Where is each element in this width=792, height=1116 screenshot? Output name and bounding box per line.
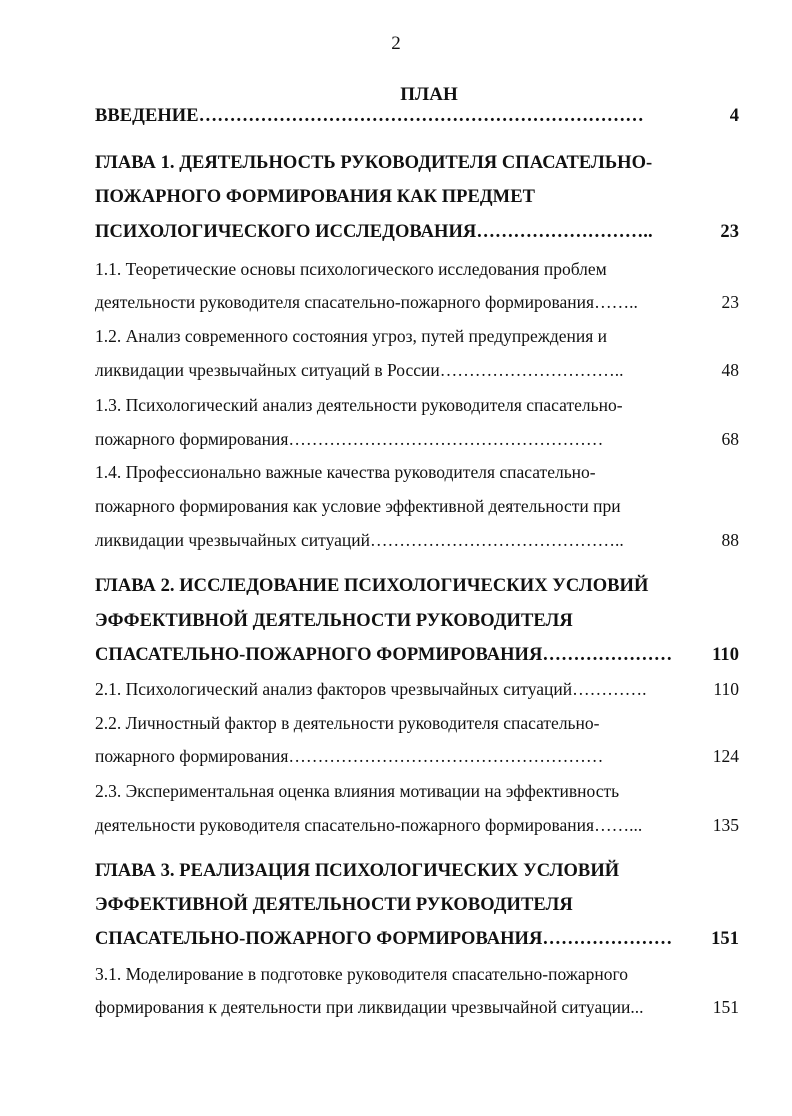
toc-chapter-1-line-3	[95, 222, 739, 248]
toc-chapter-2-line-2	[95, 611, 739, 637]
toc-page-number: 110	[712, 645, 739, 665]
toc-entry-text: пожарного формирования как условие эффективной деятельности при	[95, 496, 621, 516]
page-number: 2	[391, 33, 401, 54]
toc-leader-dots: ………….	[572, 679, 647, 699]
toc-leader-dots: ………………………………………………………………	[198, 106, 644, 126]
toc-section-1-2-line-2	[95, 360, 739, 386]
toc-entry-text: 3.1. Моделирование в подготовке руководителя спасательно-пожарного	[95, 964, 629, 984]
toc-section-1-3-line-2	[95, 429, 739, 455]
toc-entry-text: 1.2. Анализ современного состояния угроз, путей предупреждения и	[95, 326, 608, 346]
toc-entry-text: ПСИХОЛОГИЧЕСКОГО ИССЛЕДОВАНИЯ	[95, 222, 477, 242]
toc-entry-text: СПАСАТЕЛЬНО-ПОЖАРНОГО ФОРМИРОВАНИЯ	[95, 645, 543, 665]
toc-leader-dots: ……………………………………..	[369, 530, 624, 550]
toc-chapter-3-line-3	[95, 929, 739, 955]
toc-leader-dots: ………………………..	[476, 222, 653, 242]
toc-entry-text: 2.1. Психологический анализ факторов чрезвычайных ситуаций	[95, 679, 573, 699]
toc-section-1-2-line-1	[95, 326, 739, 352]
toc-section-2-3-line-1	[95, 781, 739, 807]
toc-leader-dots: ………………………………………………	[288, 429, 604, 449]
toc-section-1-1-line-2	[95, 292, 739, 318]
toc-entry-text: 1.4. Профессионально важные качества руководителя спасательно-	[95, 462, 596, 482]
toc-chapter-1-line-1	[95, 153, 739, 179]
toc-chapter-3-line-2	[95, 895, 739, 921]
toc-section-1-3-line-1	[95, 395, 739, 421]
toc-entry-text: ГЛАВА 3. РЕАЛИЗАЦИЯ ПСИХОЛОГИЧЕСКИХ УСЛОВИЙ	[95, 861, 620, 881]
toc-leader-dots: …………………	[542, 645, 673, 665]
toc-page-number: 23	[721, 292, 739, 312]
toc-leader-dots: ………………………………………………	[288, 746, 604, 766]
toc-leader-dots: …………………………..	[439, 360, 624, 380]
toc-entry-text: 1.3. Психологический анализ деятельности руководителя спасательно-	[95, 395, 623, 415]
toc-entry-text: 1.1. Теоретические основы психологического исследования проблем	[95, 259, 607, 279]
toc-section-1-4-line-3	[95, 530, 739, 556]
toc-introduction	[95, 106, 739, 132]
toc-section-1-1-line-1	[95, 259, 739, 285]
toc-entry-text: 2.2. Личностный фактор в деятельности руководителя спасательно-	[95, 713, 600, 733]
toc-entry-text: ПОЖАРНОГО ФОРМИРОВАНИЯ КАК ПРЕДМЕТ	[95, 187, 535, 207]
toc-leader-dots: ……..	[594, 292, 638, 312]
toc-page-number: 48	[721, 360, 739, 380]
toc-section-2-2-line-1	[95, 713, 739, 739]
toc-section-2-1	[95, 679, 739, 705]
toc-page-number: 88	[721, 530, 739, 550]
toc-entry-text: формирования к деятельности при ликвидации чрезвычайной ситуации...	[95, 997, 644, 1017]
toc-page-number: 124	[712, 746, 739, 766]
toc-section-3-1-line-2	[95, 997, 739, 1023]
toc-section-1-4-line-1	[95, 462, 739, 488]
toc-leader-dots: ……...	[594, 815, 643, 835]
toc-chapter-3-line-1	[95, 861, 739, 887]
toc-page-number: 151	[711, 929, 739, 949]
toc-chapter-2-line-3	[95, 645, 739, 671]
toc-page-number: 23	[720, 222, 739, 242]
toc-entry-text: 2.3. Экспериментальная оценка влияния мотивации на эффективность	[95, 781, 620, 801]
toc-entry-text: ЭФФЕКТИВНОЙ ДЕЯТЕЛЬНОСТИ РУКОВОДИТЕЛЯ	[95, 895, 573, 915]
toc-entry-text: ГЛАВА 2. ИССЛЕДОВАНИЕ ПСИХОЛОГИЧЕСКИХ УСЛОВИЙ	[95, 576, 649, 596]
toc-page-number: 110	[713, 679, 739, 699]
toc-entry-text: ЭФФЕКТИВНОЙ ДЕЯТЕЛЬНОСТИ РУКОВОДИТЕЛЯ	[95, 611, 573, 631]
toc-chapter-1-line-2	[95, 187, 739, 213]
toc-entry-text: деятельности руководителя спасательно-пожарного формирования	[95, 815, 595, 835]
toc-page-number: 68	[721, 429, 739, 449]
plan-title: ПЛАН	[400, 84, 458, 105]
toc-entry-text: деятельности руководителя спасательно-пожарного формирования	[95, 292, 595, 312]
toc-chapter-2-line-1	[95, 576, 739, 602]
toc-section-1-4-line-2	[95, 496, 739, 522]
toc-entry-text: ВВЕДЕНИЕ	[95, 106, 199, 126]
toc-page-number: 151	[712, 997, 739, 1017]
toc-section-3-1-line-1	[95, 964, 739, 990]
toc-leader-dots: …………………	[542, 929, 673, 949]
toc-page-number: 135	[712, 815, 739, 835]
toc-entry-text: ГЛАВА 1. ДЕЯТЕЛЬНОСТЬ РУКОВОДИТЕЛЯ СПАСАТЕЛЬНО-	[95, 153, 653, 173]
toc-section-2-2-line-2	[95, 746, 739, 772]
toc-entry-text: пожарного формирования	[95, 746, 289, 766]
toc-section-2-3-line-2	[95, 815, 739, 841]
toc-entry-text: ликвидации чрезвычайных ситуаций в России	[95, 360, 440, 380]
toc-entry-text: СПАСАТЕЛЬНО-ПОЖАРНОГО ФОРМИРОВАНИЯ	[95, 929, 543, 949]
toc-entry-text: ликвидации чрезвычайных ситуаций	[95, 530, 370, 550]
toc-page-number: 4	[729, 106, 739, 126]
toc-entry-text: пожарного формирования	[95, 429, 289, 449]
